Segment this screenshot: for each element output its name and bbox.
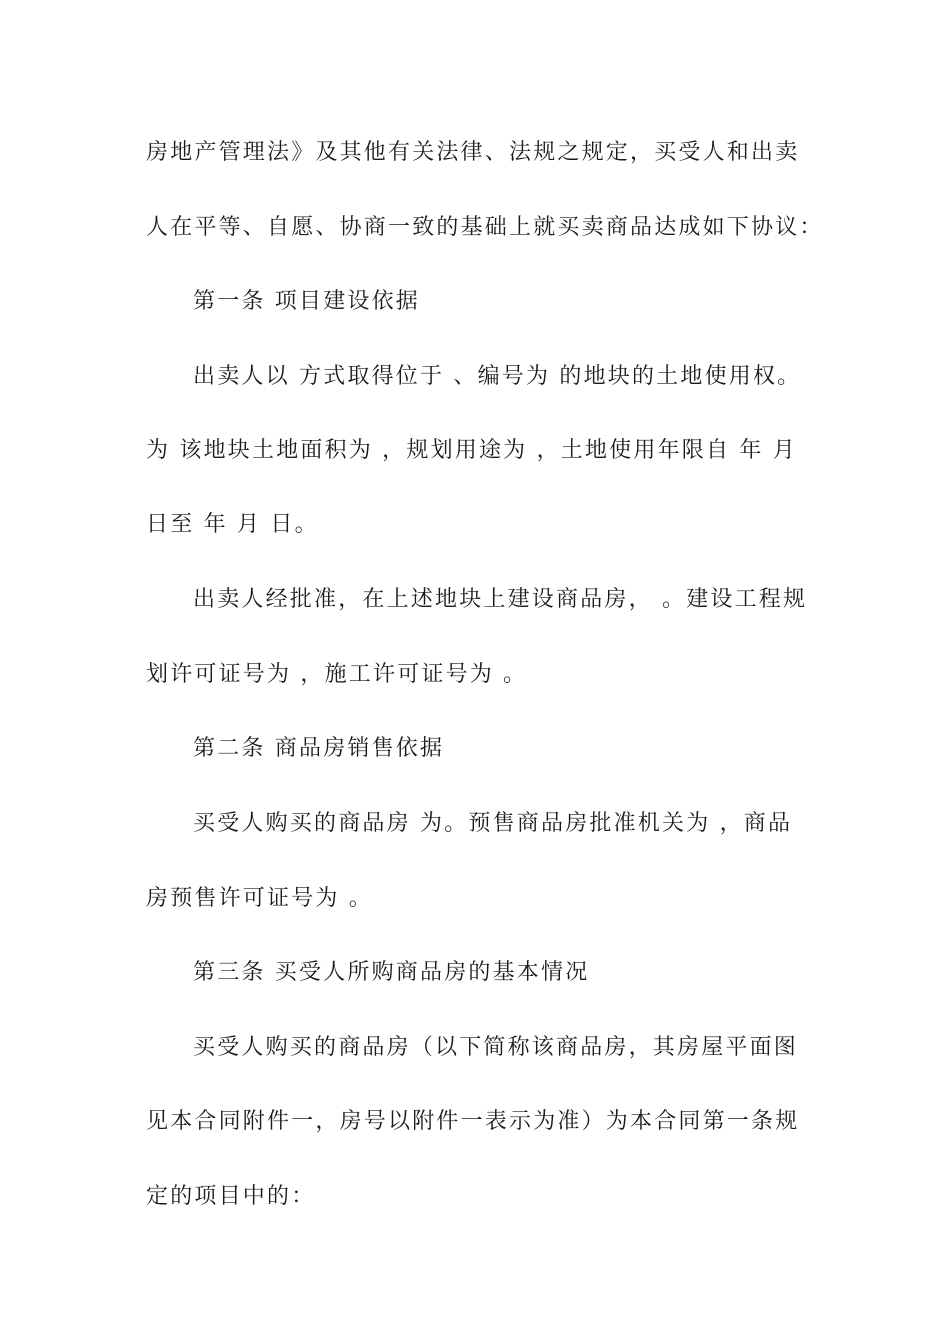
paragraph-line: 出卖人经批准，在上述地块上建设商品房， 。建设工程规	[193, 587, 808, 612]
article-heading: 第三条 买受人所购商品房的基本情况	[193, 960, 590, 985]
paragraph-line: 定的项目中的：	[146, 1184, 316, 1209]
article-heading: 第一条 项目建设依据	[193, 289, 420, 314]
paragraph-line: 人在平等、自愿、协商一致的基础上就买卖商品达成如下协议：	[146, 215, 824, 240]
paragraph-line: 划许可证号为 ，施工许可证号为 。	[146, 662, 528, 687]
paragraph-line: 买受人购买的商品房 为。预售商品房批准机关为 ，商品	[193, 811, 793, 836]
paragraph-line: 房地产管理法》及其他有关法律、法规之规定，买受人和出卖	[146, 140, 800, 165]
paragraph-line: 日至 年 月 日。	[146, 512, 319, 537]
paragraph-line: 为 该地块土地面积为 ，规划用途为 ，土地使用年限自 年 月	[146, 438, 797, 463]
article-heading: 第二条 商品房销售依据	[193, 736, 445, 761]
paragraph-line: 买受人购买的商品房（以下简称该商品房，其房屋平面图	[193, 1035, 799, 1060]
paragraph-line: 房预售许可证号为 。	[146, 886, 373, 911]
paragraph-line: 见本合同附件一，房号以附件一表示为准）为本合同第一条规	[146, 1109, 800, 1134]
paragraph-line: 出卖人以 方式取得位于 、编号为 的地块的土地使用权。	[193, 364, 802, 389]
